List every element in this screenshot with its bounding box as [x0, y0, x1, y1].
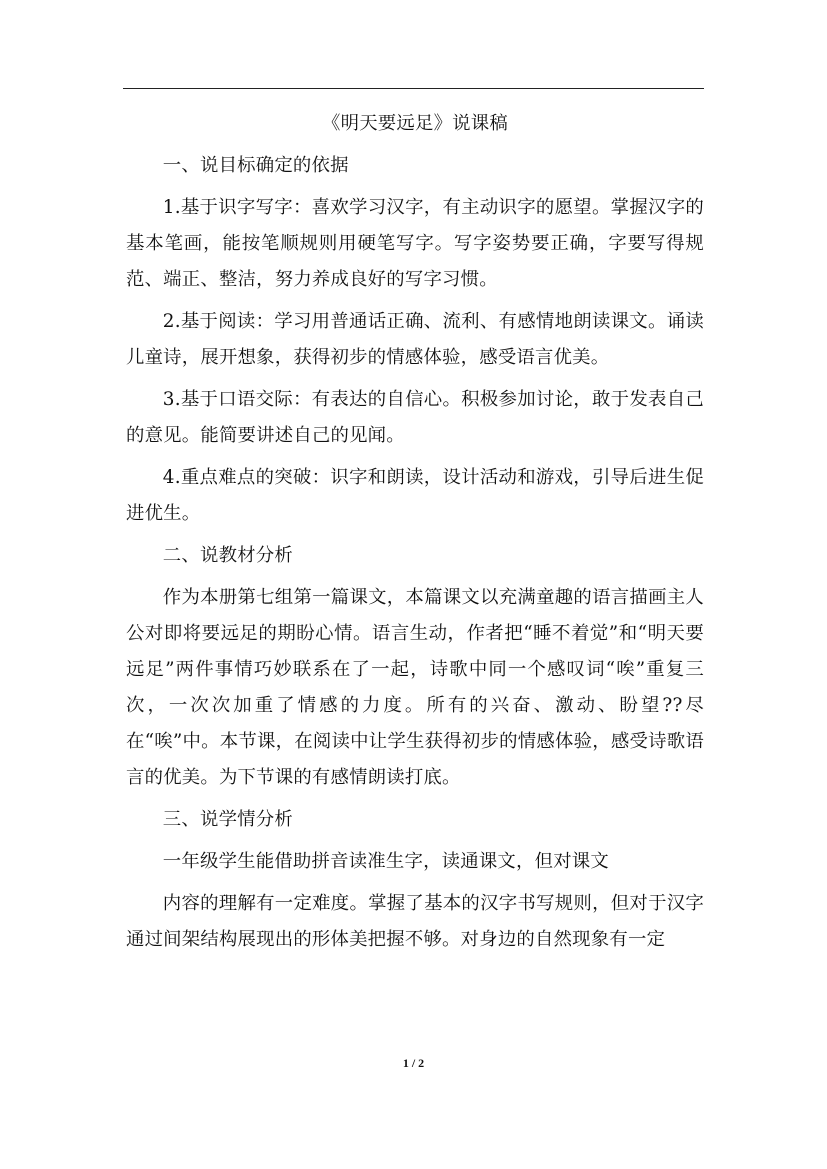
paragraph-oral: 3.基于口语交际：有表达的自信心。积极参加讨论，敢于发表自己的意见。能简要讲述自己的见闻。 [126, 389, 704, 446]
paragraph-literacy: 1.基于识字写字：喜欢学习汉字，有主动识字的愿望。掌握汉字的基本笔画，能按笔顺规则用硬笔写字。写字姿势要正确，字要写得规范、端正、整洁，努力养成良好的写字习惯。 [126, 197, 704, 290]
paragraph-materials: 作为本册第七组第一篇课文，本篇课文以充满童趣的语言描画主人公对即将要远足的期盼心情。语言生动，作者把“睡不着觉”和“明天要远足”两件事情巧妙联系在了一起，诗歌中同一个感叹词“唉”重复三次，一次次加重了情感的力度。所有的兴奋、激动、盼望??尽在“唉”中。本节课，在阅读中让学生获得初步的情感体验，感受诗歌语言的优美。为下节课的有感情朗读打底。 [126, 587, 704, 788]
document-title: 《明天要远足》说课稿 [322, 113, 508, 134]
section-heading-materials: 二、说教材分析 [162, 545, 293, 566]
page-number: 1 / 2 [402, 1056, 425, 1070]
header-rule [123, 88, 704, 89]
paragraph-students-2: 内容的理解有一定难度。掌握了基本的汉字书写规则，但对于汉字通过间架结构展现出的形体美把握不够。对身边的自然现象有一定 [126, 893, 704, 950]
paragraph-reading: 2.基于阅读：学习用普通话正确、流利、有感情地朗读课文。诵读儿童诗，展开想象，获得初步的情感体验，感受语言优美。 [126, 311, 704, 368]
paragraph-students-1: 一年级学生能借助拼音读准生字，读通课文，但对课文 [162, 851, 609, 872]
section-heading-students: 三、说学情分析 [162, 809, 293, 830]
document-body [126, 106, 704, 964]
section-heading-goals: 一、说目标确定的依据 [162, 155, 349, 176]
paragraph-key-points: 4.重点难点的突破：识字和朗读，设计活动和游戏，引导后进生促进优生。 [126, 467, 704, 524]
